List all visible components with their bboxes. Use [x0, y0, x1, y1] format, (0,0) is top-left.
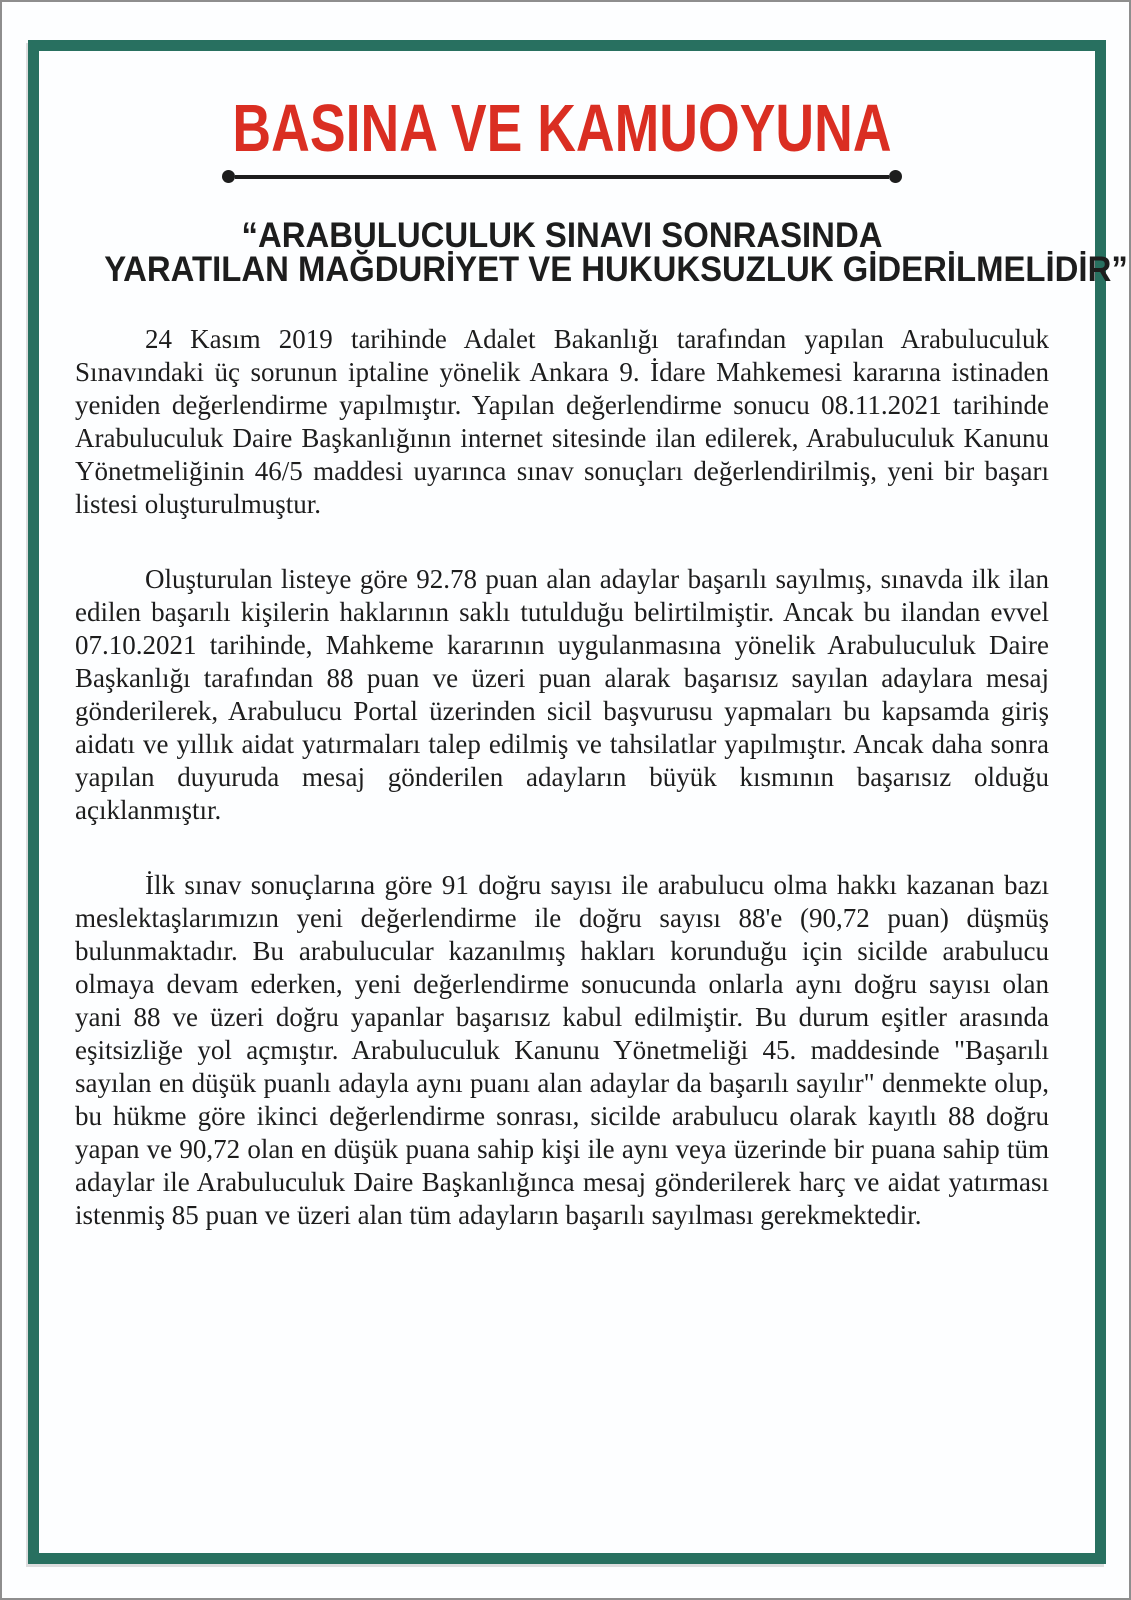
- body-paragraph: İlk sınav sonuçlarına göre 91 doğru sayısı ile arabulucu olma hakkı kazanan bazı meslektaşlarımızın yeni değerlendirme ile doğru sayısı 88'e (90,72 puan) düşmüş bulunmaktadır. Bu arabulucular kazanılmış hakları korunduğu için sicilde arabulucu olmaya devam ederken, yeni değerlendirme sonucunda onlarla aynı doğru sayısı olan yani 88 ve üzeri doğru yapanlar başarısız kabul edilmiştir. Bu durum eşitler arasında eşitsizliğe yol açmıştır. Arabuluculuk Kanunu Yönetmeliği 45. maddesinde "Başarılı sayılan en düşük puanlı adayla aynı puanı alan adaylar da başarılı sayılır" denmekte olup, bu hükme göre ikinci değerlendirme sonrası, sicilde arabulucu olarak kayıtlı 88 doğru yapan ve 90,72 olan en düşük puana sahip kişi ile aynı veya üzerinde bir puana sahip tüm adaylar ile Arabuluculuk Daire Başkanlığınca mesaj gönderilerek harç ve aidat yatırması istenmiş 85 puan ve üzeri alan tüm adayların başarılı sayılması gerekmektedir.: [75, 870, 1049, 1230]
- document-subtitle: [75, 216, 1128, 289]
- page-title: BASINA VE KAMUOYUNA: [232, 91, 892, 166]
- divider-left-dot-icon: [222, 170, 235, 183]
- divider-right-dot-icon: [889, 170, 902, 183]
- body-paragraph: 24 Kasım 2019 tarihinde Adalet Bakanlığı tarafından yapılan Arabuluculuk Sınavındaki üç sorunun iptaline yönelik Ankara 9. İdare Mahkemesi kararına istinaden yeniden değerlendirme yapılmıştır. Yapılan değerlendirme sonucu 08.11.2021 tarihinde Arabuluculuk Daire Başkanlığının internet sitesinde ilan edilerek, Arabuluculuk Kanunu Yönetmeliğinin 46/5 maddesi uyarınca sınav sonuçları değerlendirilmiş, yeni bir başarı listesi oluşturulmuştur.: [75, 324, 1049, 519]
- green-border-frame: [28, 40, 1128, 1564]
- subtitle-line-1: “ARABULUCULUK SINAVI SONRASINDA: [241, 216, 883, 255]
- document-body: [75, 323, 1049, 1232]
- divider-line: [235, 175, 889, 179]
- body-paragraph: Oluşturulan listeye göre 92.78 puan alan adaylar başarılı sayılmış, sınavda ilk ilan edilen başarılı kişilerin haklarının saklı tutulduğu belirtilmiştir. Ancak bu ilandan evvel 07.10.2021 tarihinde, Mahkeme kararının uygulanmasına yönelik Arabuluculuk Daire Başkanlığı tarafından 88 puan ve üzeri puan alarak başarısız sayılan adaylara mesaj gönderilerek, Arabulucu Portal üzerinden sicil başvurusu yapmaları bu kapsamda giriş aidatı ve yıllık aidat yatırmaları talep edilmiş ve tahsilatlar yapılmıştır. Ancak daha sonra yapılan duyuruda mesaj gönderilen adayların büyük kısmının başarısız olduğu açıklanmıştır.: [75, 564, 1049, 825]
- title-divider: [222, 170, 902, 183]
- subtitle-line-2: YARATILAN MAĞDURİYET VE HUKUKSUZLUK GİDERİLMELİDİR”: [104, 250, 1128, 289]
